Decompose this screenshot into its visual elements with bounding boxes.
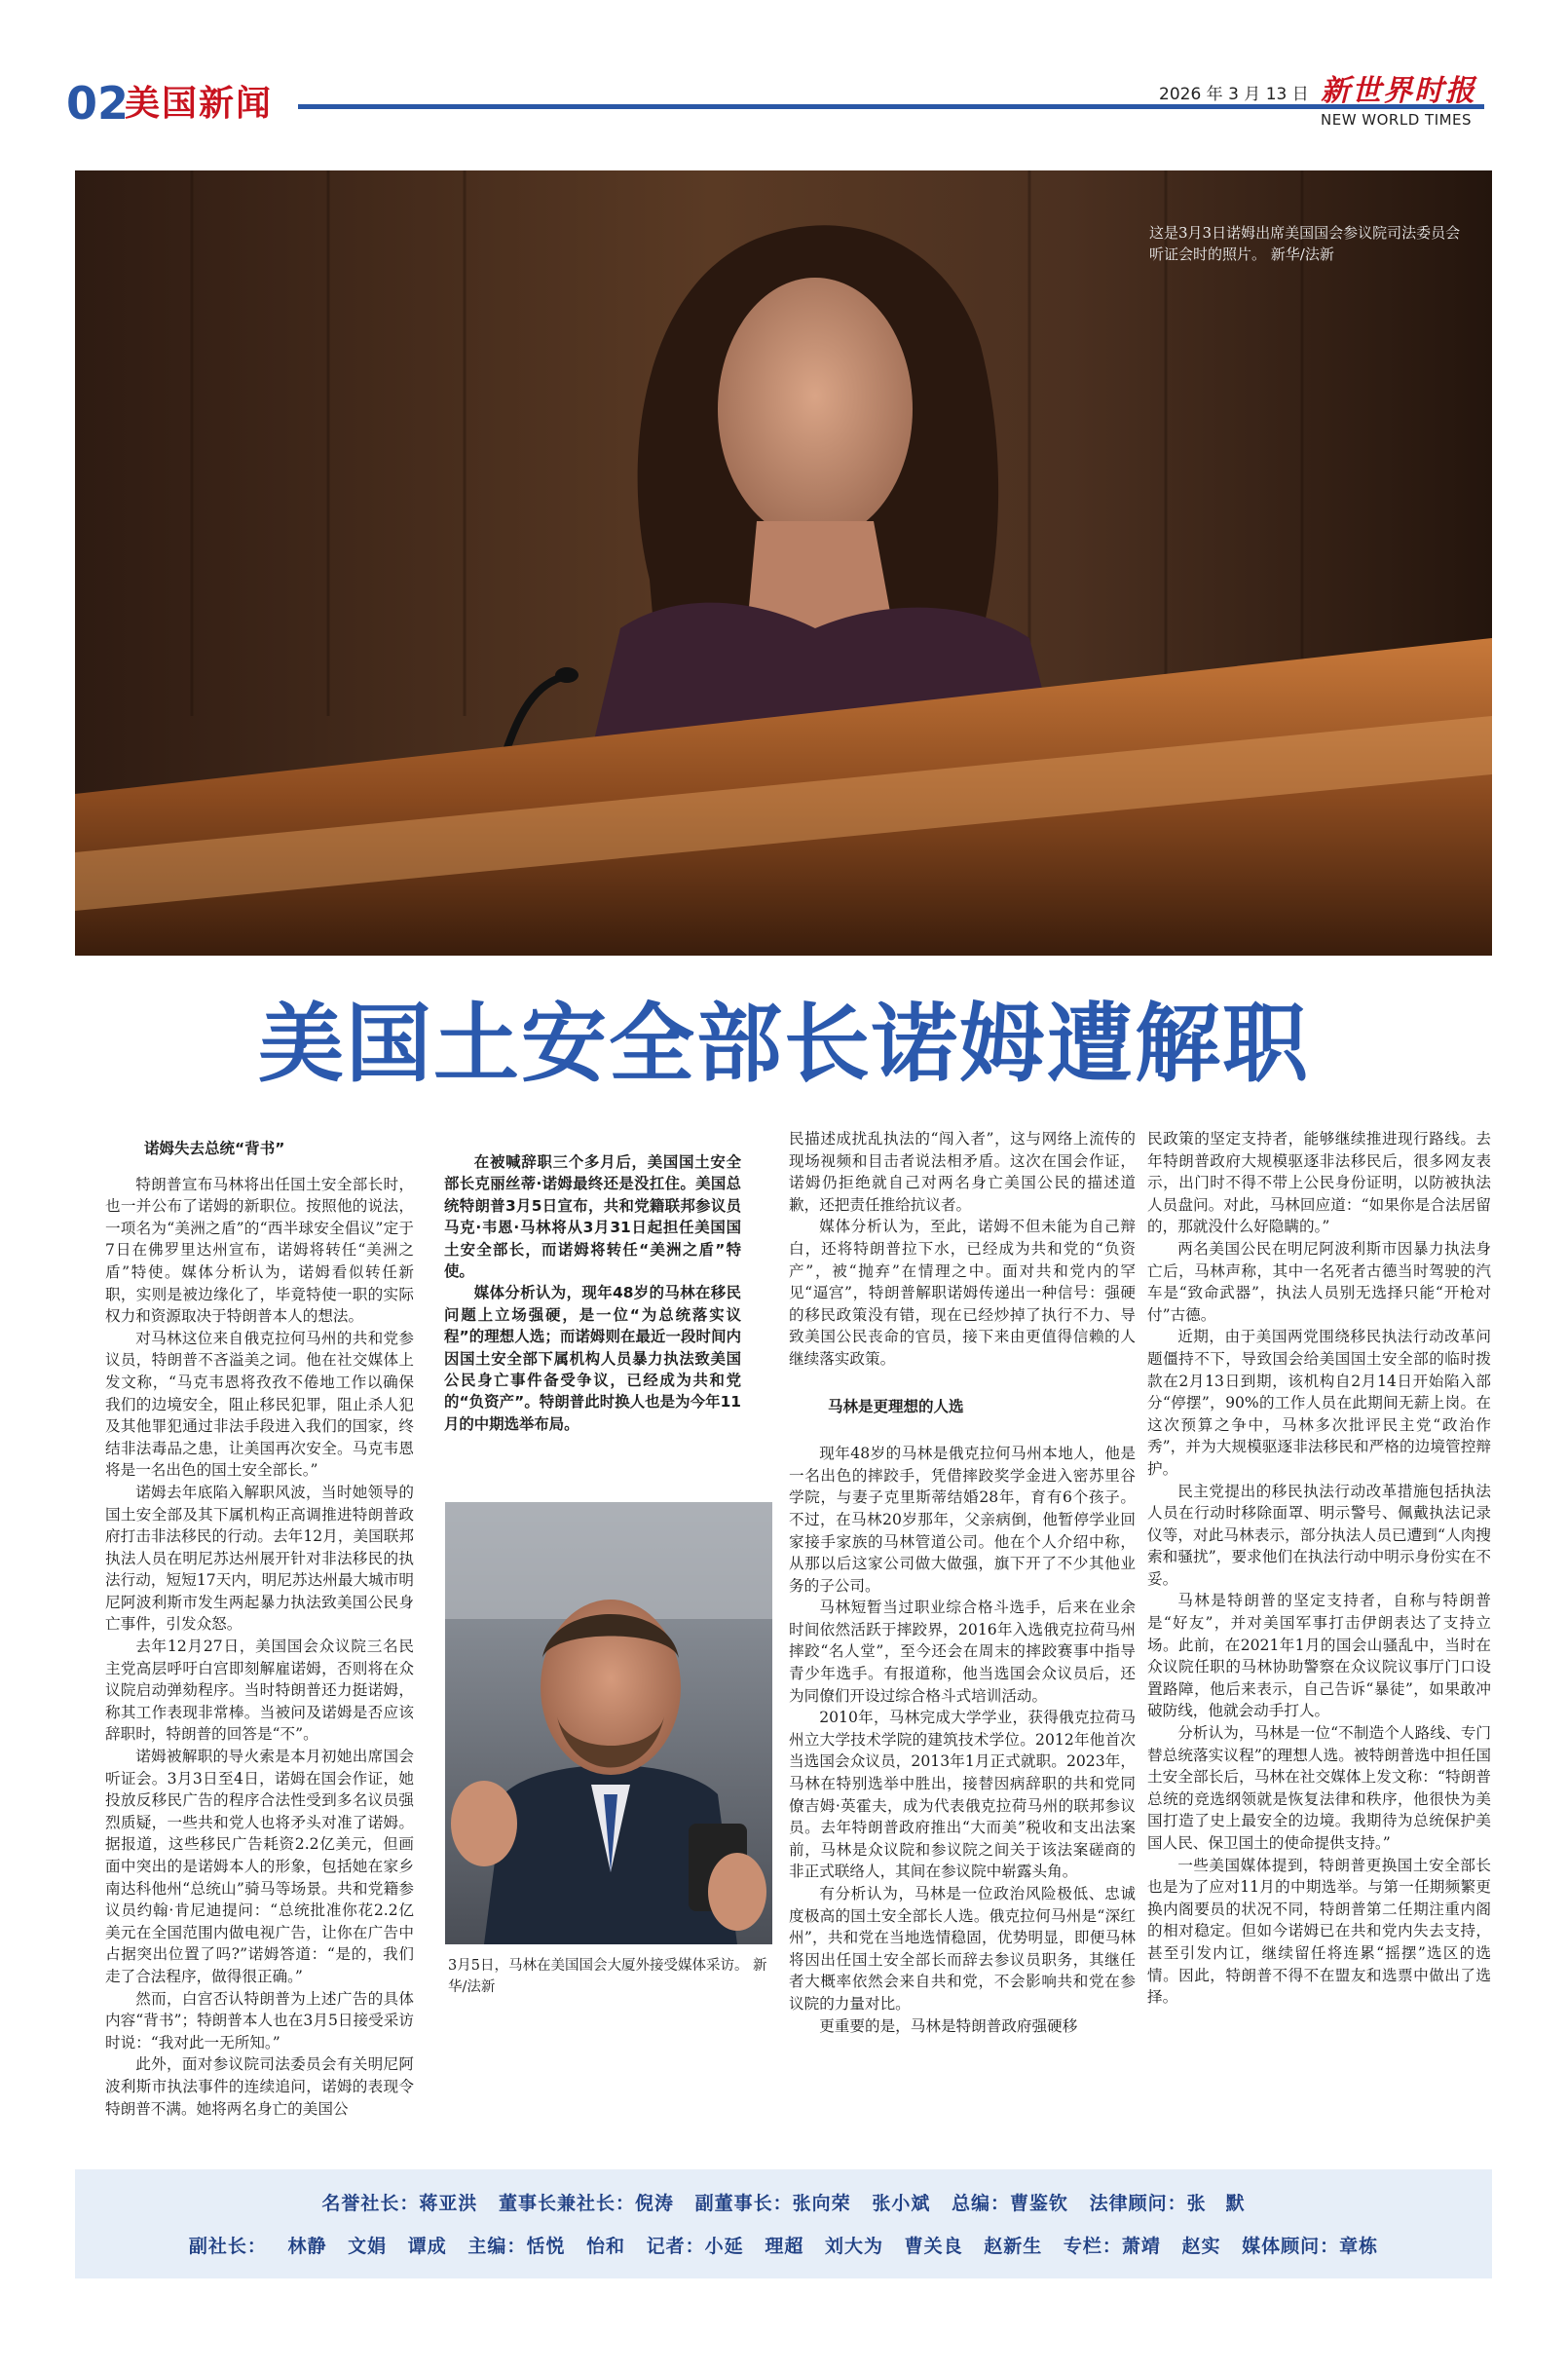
paragraph: 对马林这位来自俄克拉何马州的共和党参议员，特朗普不吝溢美之词。他在社交媒体上发文称，“马克韦恩将孜孜不倦地工作以确保我们的边境安全，阻止移民犯罪，阻止杀人犯及其他罪犯通过非法手段进入我们的国家，终结非法毒品之患，让美国再次安全。马克韦恩将是一名出色的国土安全部长。” xyxy=(105,1329,414,1480)
headline: 美国土安全部长诺姆遭解职 xyxy=(257,994,1310,1094)
credit-item: 董事长兼社长：倪涛 xyxy=(499,2193,675,2214)
paragraph: 民主党提出的移民执法行动改革措施包括执法人员在行动时移除面罩、明示警号、佩戴执法记录仪等，对此马林表示，部分执法人员已遭到“人肉搜索和骚扰”，要求他们在执法行动中明示身份实在不妥。 xyxy=(1147,1482,1491,1588)
paragraph: 特朗普宣布马林将出任国土安全部长时，也一并公布了诺姆的新职位。按照他的说法，一项名为“美洲之盾”的“西半球安全倡议”定于7日在佛罗里达州宣布，诺姆将转任“美洲之盾”特使。媒体分析认为，诺姆看似转任新职，实则是被边缘化了，毕竟特使一职的实际权力和资源取决于特朗普本人的想法。 xyxy=(105,1175,414,1326)
credit-item: 林静 xyxy=(287,2236,327,2257)
page-number: 02 xyxy=(66,77,130,130)
credit-item: 副董事长：张向荣 xyxy=(694,2193,851,2214)
lead-paragraph: 媒体分析认为，现年48岁的马林在移民问题上立场强硬，是一位“为总统落实议程”的理想人选；而诺姆则在最近一段时间内因国土安全部下属机构人员暴力执法致美国公民身亡事件备受争议，已经成为共和党的“负资产”。特朗普此时换人也是为今年11月的中期选举布局。 xyxy=(444,1284,741,1433)
paragraph: 2010年，马林完成大学学业，获得俄克拉荷马州立大学技术学院的建筑技术学位。2012年他首次当选国会众议员，2013年1月正式就职。2023年，马林在特别选举中胜出，接替因病辞职的共和党同僚吉姆·英霍夫，成为代表俄克拉荷马州的联邦参议员。去年特朗普政府推出“大而美”税收和支出法案前，马林是众议院和参议院之间关于该法案磋商的非正式联络人，其间在参议院中崭露头角。 xyxy=(789,1709,1136,1881)
credit-item: 曹关良 xyxy=(904,2236,963,2257)
lead-paragraph: 在被喊辞职三个多月后，美国国土安全部长克丽丝蒂·诺姆最终还是没扛住。美国总统特朗普3月5日宣布，共和党籍联邦参议员马克·韦恩·马林将从3月31日起担任美国国土安全部长，而诺姆将转任“美洲之盾”特使。 xyxy=(444,1153,741,1281)
credit-item: 名誉社长：蒋亚洪 xyxy=(321,2193,478,2214)
article-column-4 xyxy=(1147,1128,1491,2009)
paragraph: 马林是特朗普的坚定支持者，自称与特朗普是“好友”，并对美国军事打击伊朗表达了支持立场。此前，在2021年1月的国会山骚乱中，当时在众议院任职的马林协助警察在众议院议事厅门口设置路障，他后来表示，自己告诉“暴徒”，如果敢冲破防线，他就会动手打人。 xyxy=(1147,1592,1491,1720)
credit-item: 法律顾问：张 默 xyxy=(1089,2193,1246,2214)
paragraph: 有分析认为，马林是一位政治风险极低、忠诚度极高的国土安全部长人选。俄克拉何马州是“深红州”，共和党在当地选情稳固，优势明显，即便马林将因出任国土安全部长而辞去参议员职务，其继任者大概率依然会来自共和党，不会影响共和党在参议院的力量对比。 xyxy=(789,1885,1136,2013)
paragraph: 媒体分析认为，至此，诺姆不但未能为自己辩白，还将特朗普拉下水，已经成为共和党的“负资产”，被“抛弃”在情理之中。面对共和党内的罕见“逼宫”，特朗普解职诺姆传递出一种信号：强硬的移民政策没有错，现在已经炒掉了执行不力、导致美国公民丧命的官员，接下来由更值得信赖的人继续落实政策。 xyxy=(789,1218,1136,1368)
subhead-2: 马林是更理想的人选 xyxy=(828,1397,964,1415)
masthead-logo: 新世界时报 xyxy=(1321,74,1476,108)
hearing-photo-illustration xyxy=(75,170,1492,956)
credit-item: 文娟 xyxy=(348,2236,388,2257)
paragraph: 去年12月27日，美国国会众议院三名民主党高层呼吁白宫即刻解雇诺姆，否则将在众议院启动弹劾程序。当时特朗普还力挺诺姆，称其工作表现非常棒。当被问及诺姆是否应该辞职时，特朗普的回答是“不”。 xyxy=(105,1638,414,1744)
mullin-photo xyxy=(445,1502,772,1944)
paragraph: 更重要的是，马林是特朗普政府强硬移 xyxy=(819,2016,1078,2035)
credit-item: 主编：恬悦 xyxy=(467,2236,566,2257)
credit-item: 张小斌 xyxy=(872,2193,931,2214)
credit-item: 理超 xyxy=(765,2236,804,2257)
article-column-1 xyxy=(105,1138,414,2120)
paragraph: 诺姆去年底陷入解职风波，当时她领导的国土安全部及其下属机构正高调推进特朗普政府打击非法移民的行动。去年12月，美国联邦执法人员在明尼苏达州展开针对非法移民的执法行动，短短17天内，明尼苏达州最大城市明尼阿波利斯市发生两起暴力执法致美国公民身亡事件，引发众怒。 xyxy=(105,1483,414,1634)
paragraph: 马林短暂当过职业综合格斗选手，后来在业余时间依然活跃于摔跤界，2016年入选俄克拉荷马州摔跤“名人堂”，至今还会在周末的摔跤赛事中指导青少年选手。有报道称，他当选国会众议员后，还为同僚们开设过综合格斗式培训活动。 xyxy=(789,1599,1136,1705)
issue-date: 2026 年 3 月 13 日 xyxy=(1159,85,1309,104)
credit-item: 赵新生 xyxy=(984,2236,1043,2257)
subhead-1: 诺姆失去总统“背书” xyxy=(144,1140,285,1157)
main-photo xyxy=(75,170,1492,956)
credit-item: 记者：小延 xyxy=(646,2236,744,2257)
interview-photo-illustration xyxy=(445,1502,772,1944)
credits-row-2 xyxy=(75,2232,1492,2258)
credit-item: 刘大为 xyxy=(824,2236,883,2257)
paragraph: 此外，面对参议院司法委员会有关明尼阿波利斯市执法事件的连续追问，诺姆的表现令特朗普不满。她将两名身亡的美国公 xyxy=(105,2055,414,2118)
masthead-logo-en: NEW WORLD TIMES xyxy=(1321,111,1473,129)
mullin-photo-caption: 3月5日，马林在美国国会大厦外接受媒体采访。 新华/法新 xyxy=(448,1958,767,1995)
article-lead xyxy=(444,1151,741,1435)
credit-item: 怡和 xyxy=(586,2236,626,2257)
staff-credits-footer xyxy=(75,2169,1492,2278)
paragraph: 两名美国公民在明尼阿波利斯市因暴力执法身亡后，马林声称，其中一名死者古德当时驾驶的汽车是“致命武器”，执法人员别无选择只能“开枪对付”古德。 xyxy=(1147,1239,1491,1324)
main-photo-caption: 这是3月3日诺姆出席美国国会参议院司法委员会听证会时的照片。 新华/法新 xyxy=(1149,224,1461,263)
paragraph: 现年48岁的马林是俄克拉何马州本地人，他是一名出色的摔跤手，凭借摔跤奖学金进入密苏里谷学院，与妻子克里斯蒂结婚28年，育有6个孩子。不过，在马林20岁那年，父亲病倒，他暂停学业回家接手家族的马林管道公司。他在个人介绍中称，从那以后这家公司做大做强，旗下开了不少其他业务的子公司。 xyxy=(789,1445,1136,1595)
credit-item: 谭成 xyxy=(407,2236,447,2257)
credit-item: 赵实 xyxy=(1181,2236,1221,2257)
section-title: 美国新闻 xyxy=(125,84,274,124)
paragraph: 近期，由于美国两党围绕移民执法行动改革问题僵持不下，导致国会给美国国土安全部的临时拨款在2月13日到期，该机构自2月14日开始陷入部分“停摆”，90%的工作人员在此期间无薪上岗。在这次预算之争中，马林多次批评民主党“政治作秀”，并为大规模驱逐非法移民和严格的边境管控辩护。 xyxy=(1147,1328,1491,1478)
paragraph: 诺姆被解职的导火索是本月初她出席国会听证会。3月3日至4日，诺姆在国会作证，她投放反移民广告的程序合法性受到多名议员强烈质疑，一些共和党人也将矛头对准了诺姆。据报道，这些移民广告耗资2.2亿美元，但画面中突出的是诺姆本人的形象，包括她在家乡南达科他州“总统山”骑马等场景。共和党籍参议员约翰·肯尼迪提问：“总统批准你花2.2亿美元在全国范围内做电视广告，让你在广告中占据突出位置了吗?”诺姆答道：“是的，我们走了合法程序，做得很正确。” xyxy=(105,1748,414,1985)
article-column-3 xyxy=(789,1128,1136,2037)
paragraph: 一些美国媒体提到，特朗普更换国土安全部长也是为了应对11月的中期选举。与第一任期频繁更换内阁要员的状况不同，特朗普第二任期注重内阁的相对稳定。但如今诺姆已在共和党内失去支持，甚至引发内讧，继续留任将连累“摇摆”选区的选情。因此，特朗普不得不在盟友和选票中做出了选择。 xyxy=(1147,1856,1491,2007)
credits-row-1 xyxy=(75,2189,1492,2215)
paragraph: 分析认为，马林是一位“不制造个人路线、专门替总统落实议程”的理想人选。被特朗普选中担任国土安全部长后，马林在社交媒体上发文称：“特朗普总统的竞选纲领就是恢复法律和秩序，他很快为美国打造了史上最安全的边境。我期待为总统保护美国人民、保卫国土的使命提供支持。” xyxy=(1147,1724,1491,1852)
paragraph: 民描述成扰乱执法的“闯入者”，这与网络上流传的现场视频和目击者说法相矛盾。这次在国会作证，诺姆仍拒绝就自己对两名身亡美国公民的描述道歉，还把责任推给抗议者。 xyxy=(789,1130,1136,1214)
credit-item: 总编：曹鉴钦 xyxy=(951,2193,1068,2214)
header-rule xyxy=(298,104,1484,109)
credit-item: 副社长： xyxy=(188,2236,267,2257)
credit-item: 专栏：萧靖 xyxy=(1063,2236,1161,2257)
credit-item: 媒体顾问：章栋 xyxy=(1242,2236,1379,2257)
paragraph: 民政策的坚定支持者，能够继续推进现行路线。去年特朗普政府大规模驱逐非法移民后，很多网友表示，出门时不得不带上公民身份证明，以防被执法人员盘问。对此，马林回应道：“如果你是合法居留的，那就没什么好隐瞒的。” xyxy=(1147,1130,1491,1236)
paragraph: 然而，白宫否认特朗普为上述广告的具体内容“背书”；特朗普本人也在3月5日接受采访时说：“我对此一无所知。” xyxy=(105,1989,414,2052)
